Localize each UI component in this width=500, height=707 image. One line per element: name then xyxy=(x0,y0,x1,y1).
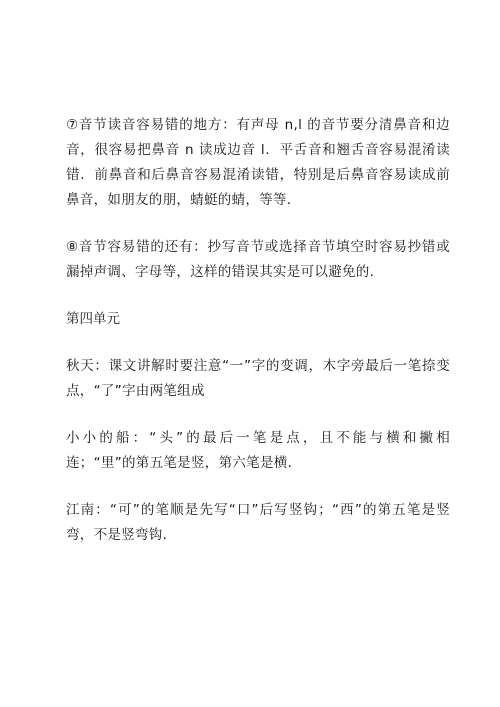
lesson-note-little-boat: 小小的船：“头”的最后一笔是点，且不能与横和撇相连；“里”的第五笔是竖，第六笔是横． xyxy=(66,430,450,471)
lesson-note-jiangnan: 江南：“可”的笔顺是先写“口”后写竖钩；“西”的第五笔是竖弯，不是竖弯钩． xyxy=(66,502,450,543)
note-paragraph-7: ⑦音节读音容易错的地方：有声母 n,l 的音节要分清鼻音和边音，很容易把鼻音 n 读成边音 l．平舌音和翘舌音容易混淆读错．前鼻音和后鼻音容易混淆读错，特别是后鼻音容易读成前鼻音，如朋友的朋，蜻蜓的蜻，等等． xyxy=(66,117,450,208)
document-body xyxy=(66,113,450,570)
lesson-note-autumn: 秋天：课文讲解时要注意“一”字的变调，木字旁最后一笔捺变点，“了”字由两笔组成 xyxy=(66,358,450,399)
section-heading: 第四单元 xyxy=(66,311,120,327)
note-paragraph-8: ⑧音节容易错的还有：抄写音节或选择音节填空时容易抄错或漏掉声调、字母等，这样的错误其实是可以避免的． xyxy=(66,239,450,280)
